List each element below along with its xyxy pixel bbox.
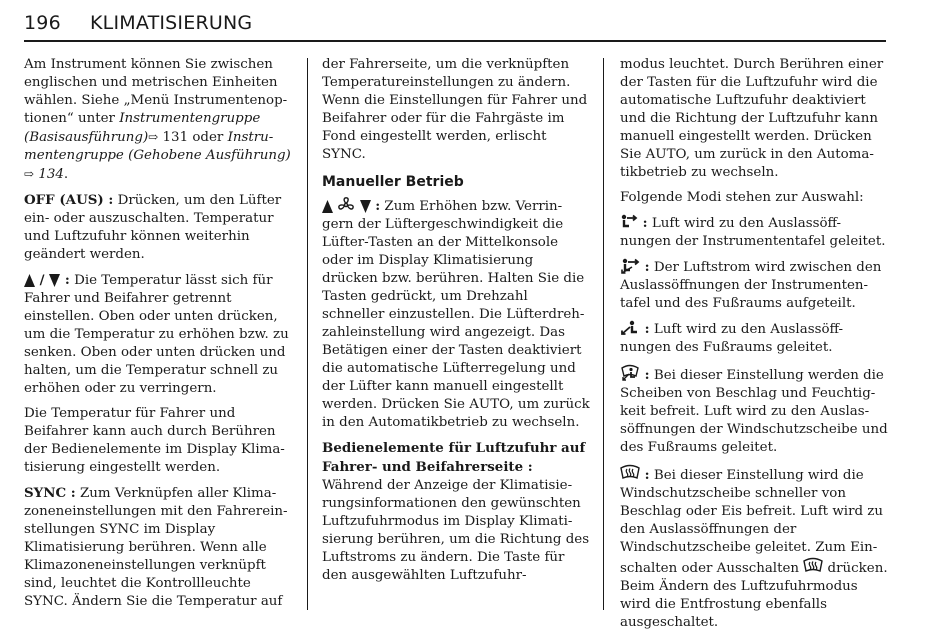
air-delivery-paragraph: Bedienelemente für Luftzufuhr auf Fahrer- und Beifahrerseite : Während der Anzeige der Klimatisie- rungsinformationen den gewünschten Luftzufuhrmodus im Display Klimati- sierung berühren, um die Richtung des Luftstroms zu ändern. Die Taste für den ausgewählten Luftzufuhr- bbox=[322, 440, 590, 583]
defog-mode-icon bbox=[620, 364, 640, 382]
arrow-up-icon bbox=[322, 200, 333, 213]
page-header bbox=[24, 10, 886, 42]
column-divider-1 bbox=[307, 58, 308, 610]
arrow-down-icon bbox=[360, 200, 371, 213]
defrost-icon bbox=[620, 464, 640, 482]
header-rule bbox=[24, 40, 886, 42]
sync-continued-paragraph: der Fahrerseite, um die verknüpften Temperatureinstellungen zu ändern. Wenn die Einstellungen für Fahrer und Beifahrer oder für die Fahrgäste im Fond eingestellt werden, erlischt SYNC. bbox=[322, 57, 588, 162]
column-3 bbox=[620, 56, 892, 639]
page-ref-arrow-icon: ⇨ bbox=[148, 130, 159, 144]
air-delivery-label: Bedienelemente für Luftzufuhr auf Fahrer- und Beifahrerseite : bbox=[322, 440, 586, 475]
page-ref-131[interactable]: 131 bbox=[158, 130, 189, 145]
display-temperature-paragraph: Die Temperatur für Fahrer und Beifahrer kann auch durch Berühren der Bedienelemente im Display Klima- tisierung eingestellt werden. bbox=[24, 406, 285, 475]
off-label: OFF (AUS) : bbox=[24, 192, 114, 208]
fan-paragraph: : Zum Erhöhen bzw. Verrin- gern der Lüftergeschwindigkeit die Lüfter-Tasten an der Mittelkonsole oder im Display Klimatisierung drücken bzw. berühren. Halten Sie die Tasten gedrückt, um Drehzahl schneller einzustellen. Die Lüfterdreh- zahleinstellung wird angezeigt. Das Betätigen einer der Tasten deaktiviert die automatische Lüfterregelung und der Lüfter kann manuell eingestellt werden. Drücken Sie AUTO, um zurück in den Automatikbetrieb zu wechseln. bbox=[322, 198, 590, 430]
defog-mode-paragraph: : Bei dieser Einstellung werden die Scheiben von Beschlag und Feuchtig- keit befreit. Luft wird zu den Auslas- söffnungen der Windschutzscheibe und des Fußraums geleitet. bbox=[620, 364, 892, 457]
units-paragraph: Am Instrument können Sie zwischen englischen und metrischen Einheiten wählen. Siehe „Menü Instrumentenop- tionen“ unter Instrumentengruppe (Basisausführung)⇨ 131 oder Instru- mentengruppe (Gehobene Ausführung) ⇨ 134. bbox=[24, 57, 291, 182]
sync-label: SYNC : bbox=[24, 485, 76, 501]
temperature-paragraph: / : Die Temperatur lässt sich für Fahrer und Beifahrer getrennt einstellen. Oben oder unten drücken, um die Temperatur zu erhöhen bzw. zu senken. Oben oder unten drücken und halten, um die Temperatur schnell zu erhöhen oder zu verringern. bbox=[24, 272, 289, 396]
sync-paragraph: SYNC : Zum Verknüpfen aller Klima- zoneneinstellungen mit den Fahrerein- stellungen SYNC im Display Klimatisierung berühren. Wenn alle Klimazoneneinstellungen verknüpft sind, leuchtet die Kontrollleuchte SYNC. Ändern Sie die Temperatur auf bbox=[24, 485, 288, 609]
column-2 bbox=[322, 56, 590, 592]
column-1 bbox=[24, 56, 294, 618]
defrost-mode-paragraph: : Bei dieser Einstellung wird die Windschutzscheibe schneller von Beschlag oder Eis befreit. Luft wird zu den Auslassöffnungen der Windschutzscheibe geleitet. Zum Ein- schalten oder Ausschalten drücken. Beim Ändern des Luftzufuhrmodus wird die Entfrostung ebenfalls ausgeschaltet. bbox=[620, 464, 892, 632]
page-ref-134[interactable]: 134 bbox=[34, 167, 64, 182]
floor-mode-icon bbox=[620, 320, 640, 336]
page-number: 196 bbox=[24, 12, 61, 34]
section-heading-manual: Manueller Betrieb bbox=[322, 174, 464, 190]
chapter-title: KLIMATISIERUNG bbox=[90, 12, 253, 34]
bilevel-mode-paragraph: : Der Luftstrom wird zwischen den Auslassöffnungen der Instrumenten- tafel und des Fußraums aufgeteilt. bbox=[620, 259, 882, 311]
mode-continued-paragraph: modus leuchtet. Durch Berühren einer der Tasten für die Luftzufuhr wird die automatische Luftzufuhr deaktiviert und die Richtung der Luftzufuhr kann manuell eingestellt werden. Drücken Sie AUTO, um zurück in den Automa- tikbetrieb zu wechseln. bbox=[620, 57, 884, 180]
column-divider-2 bbox=[603, 58, 604, 610]
page-ref-arrow-icon: ⇨ bbox=[24, 167, 35, 181]
arrow-down-icon bbox=[49, 274, 60, 287]
vent-mode-icon bbox=[620, 214, 638, 230]
off-paragraph: OFF (AUS) : Drücken, um den Lüfter ein- oder auszuschalten. Temperatur und Luftzufuhr können weiterhin geändert werden. bbox=[24, 192, 282, 262]
vent-mode-paragraph: : Luft wird zu den Auslassöff- nungen der Instrumententafel geleitet. bbox=[620, 215, 886, 249]
modes-intro: Folgende Modi stehen zur Auswahl: bbox=[620, 190, 864, 205]
fan-icon bbox=[337, 197, 355, 213]
bilevel-mode-icon bbox=[620, 258, 640, 274]
defrost-icon bbox=[803, 557, 823, 575]
floor-mode-paragraph: : Luft wird zu den Auslassöff- nungen des Fußraums geleitet. bbox=[620, 321, 844, 355]
arrow-up-icon bbox=[24, 274, 35, 287]
